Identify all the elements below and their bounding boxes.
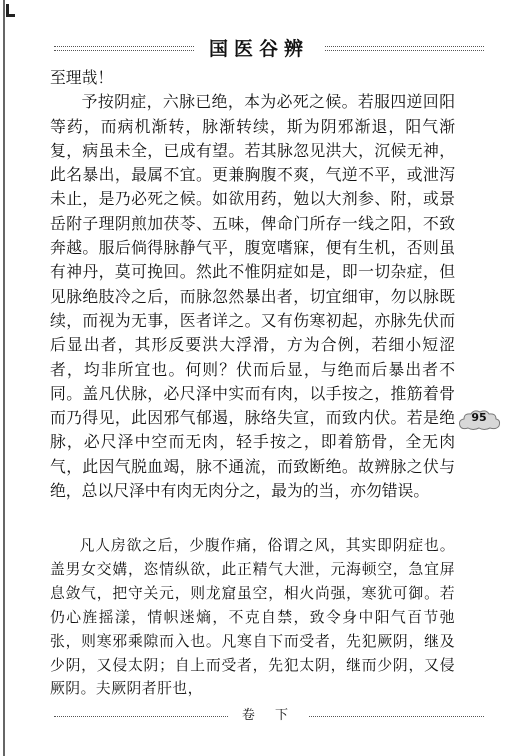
paragraph: 凡人房欲之后，少腹作痛，俗谓之风，其实即阴症也。盖男女交媾，恣情纵欲，此正精气大泄，元海顿空，急宜屏息敛气，把守关元，则龙窟虽空，相火尚强，寒犹可御。若仍心旌摇漾，情帜迷熵，不克自禁，致令身中阳气百节弛张，则寒邪乘隙而入也。凡寒自下而受者，先犯厥阴，继及少阴，又侵太阴；自上而受者，先犯太阴，继而少阴，又侵厥阴。夫厥阴者肝也， — [50, 537, 455, 698]
page-number: 95 — [471, 411, 487, 424]
paragraph: 至理哉！ — [50, 68, 114, 87]
running-header — [54, 36, 484, 62]
page-number-badge — [456, 408, 502, 432]
corner-mark — [6, 4, 15, 17]
running-footer — [54, 706, 484, 726]
page-edge-line — [3, 0, 5, 756]
main-text — [50, 66, 455, 503]
footer-label: 卷 下 — [229, 706, 309, 726]
header-title — [194, 36, 324, 62]
header-title-text: 国医谷辨 — [208, 38, 309, 60]
commentary-text — [50, 534, 455, 701]
paragraph: 予按阴症，六脉已绝，本为必死之候。若服四逆回阳等药，而病机渐转，脉渐转续，斯为阴邪渐退，阳气渐复，病虽未全，已成有望。若其脉忽见洪大，沉候无神，此名暴出，最属不宜。更兼胸腹不爽，气逆不平，或泄泻未止，是乃必死之候。如欲用药，勉以大剂参、附，或景岳附子理阴煎加茯苓、五味，俾命门所存一线之阳，不致奔越。服后倘得脉静气平，腹宽嗜寐，便有生机，否则虽有神丹，莫可挽回。然此不惟阴症如是，即一切杂症，但见脉绝肢冷之后，而脉忽然暴出者，切宜细审，勿以脉既续，而视为无事，医者详之。又有伤寒初起，亦脉先伏而后显出者，其形反要洪大浮滑，方为合例，若细小短涩者，均非所宜也。何则？伏而后显，与绝而后暴出者不同。盖凡伏脉，必尺泽中实而有肉，以手按之，推筋着骨而乃得见，此因邪气郁遏，脉络失宣，而致内伏。若是绝脉，必尺泽中空而无肉，轻手按之，即着筋骨，全无肉气，此因气脱血竭，脉不通流，而致断绝。故辨脉之伏与绝，总以尺泽中有肉无肉分之，最为的当，亦勿错误。 — [50, 92, 455, 501]
